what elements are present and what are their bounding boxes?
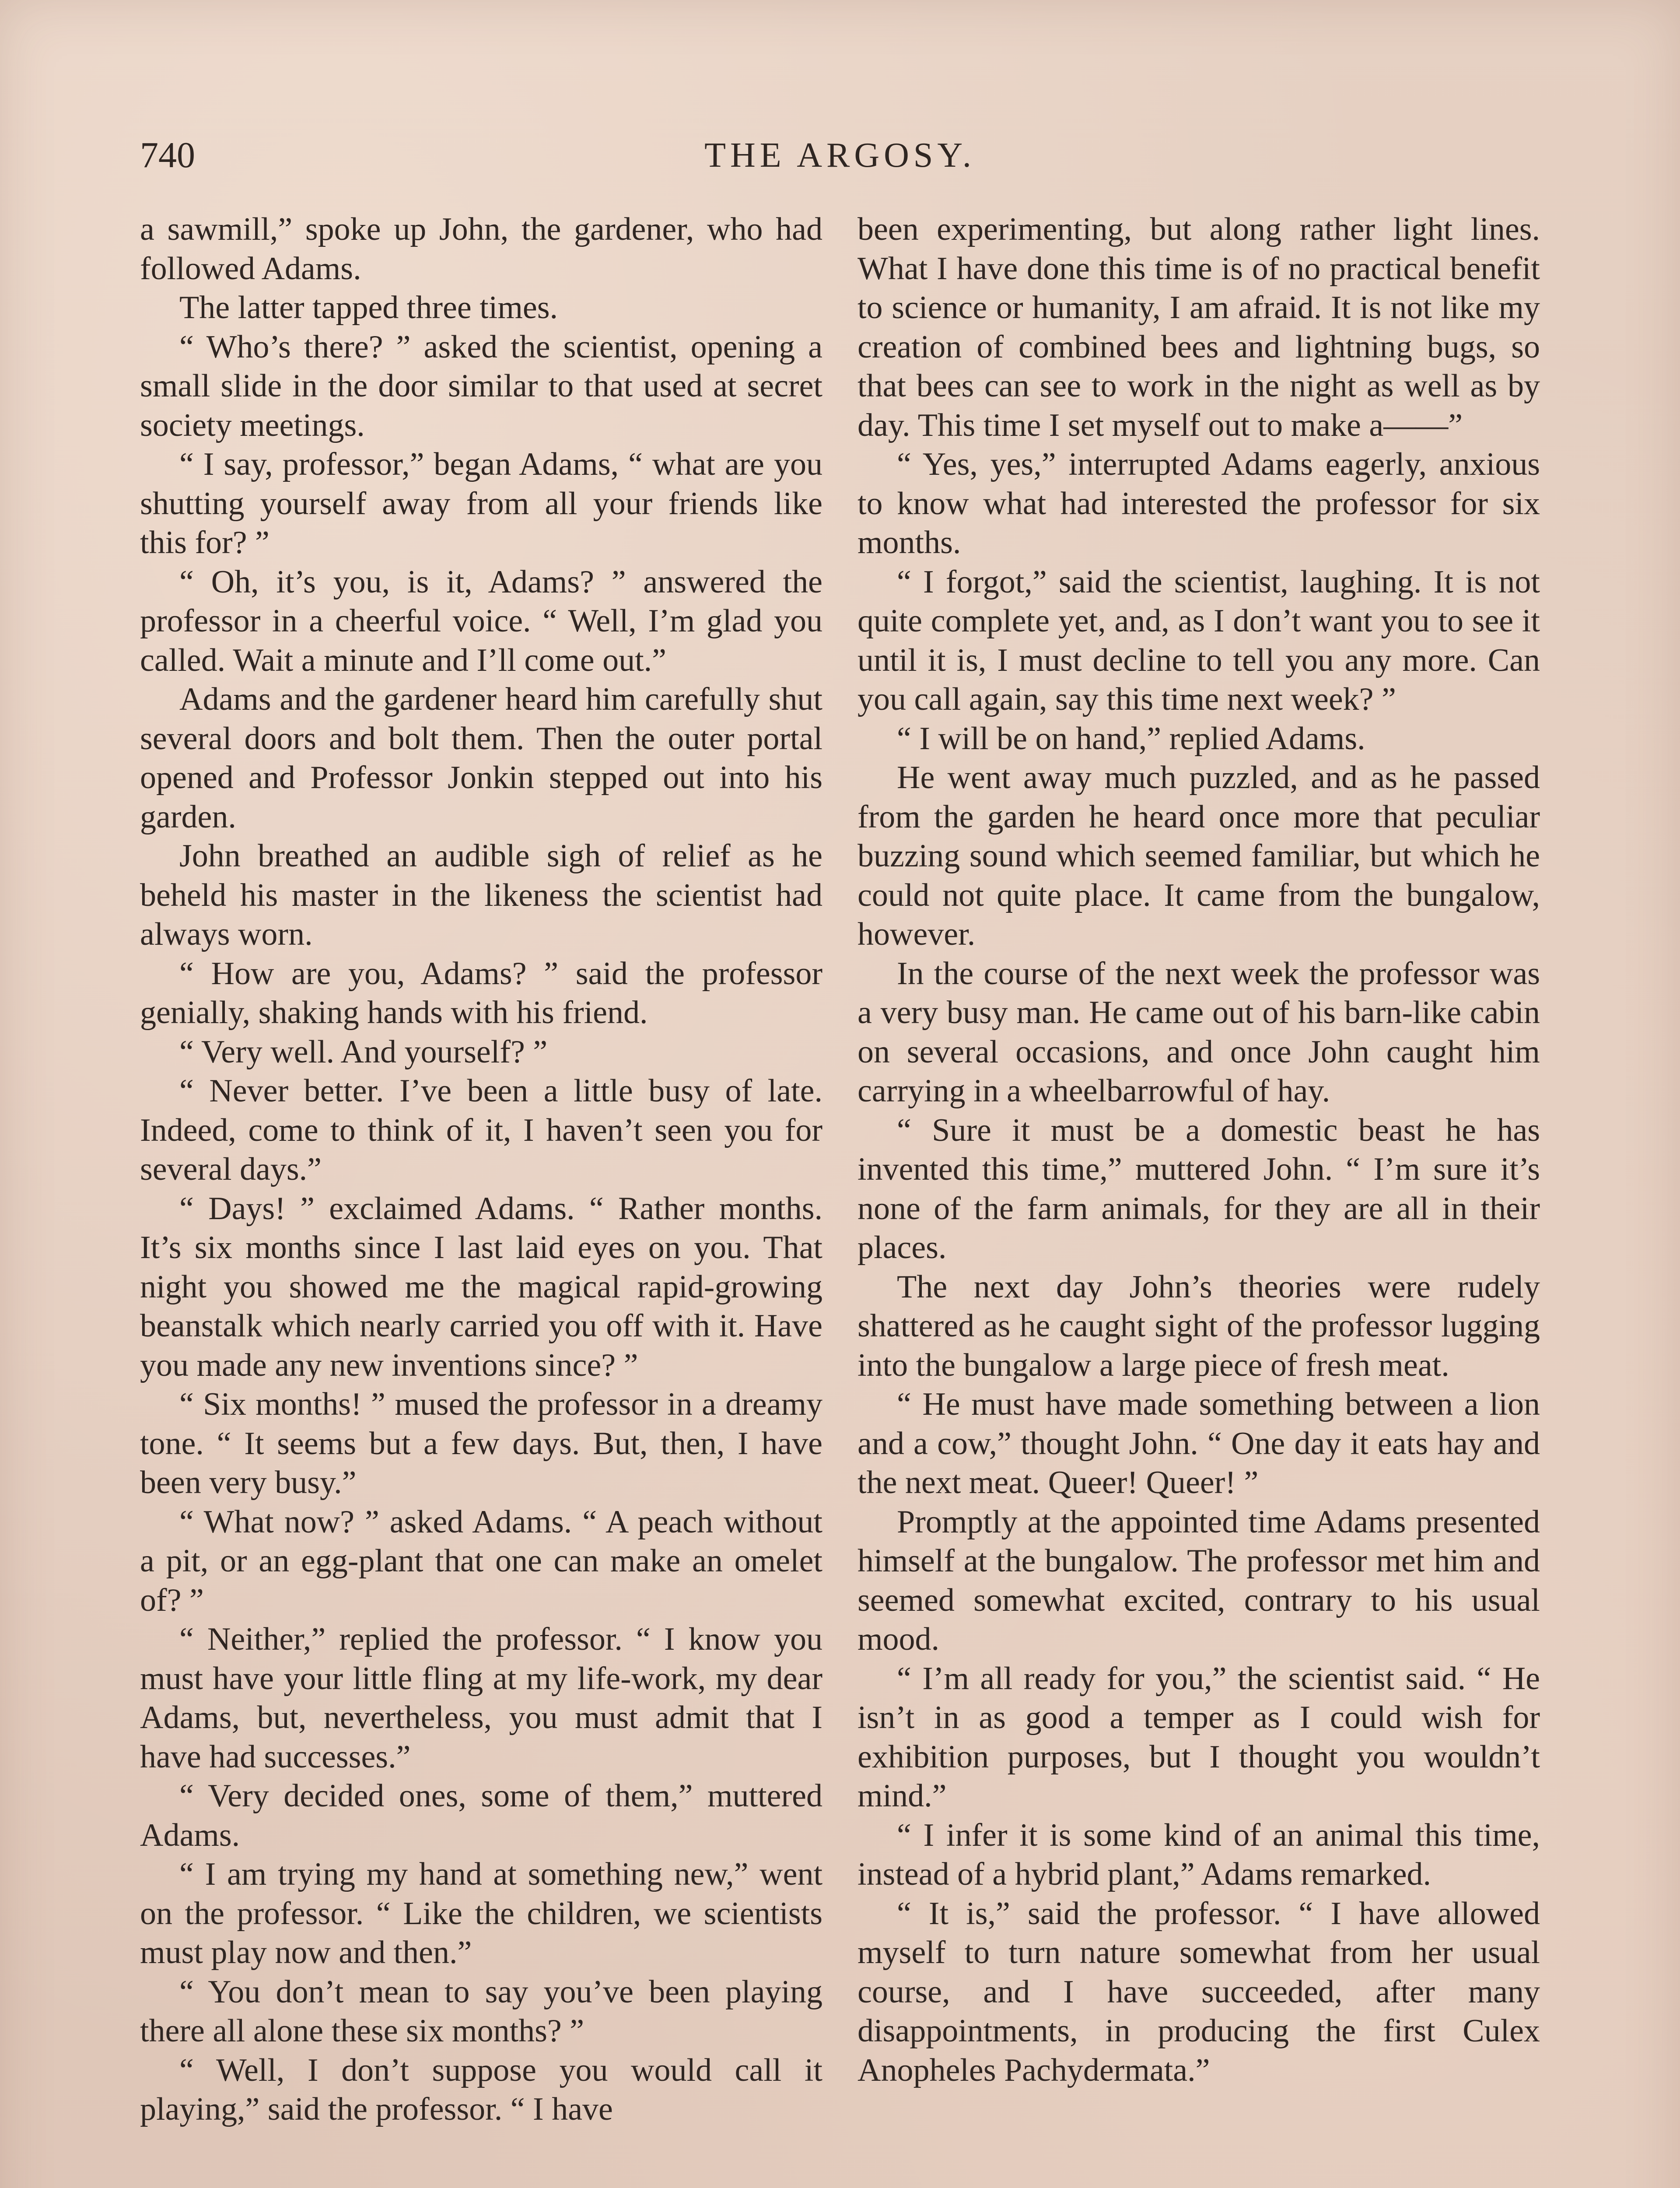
- paragraph: “ Very decided ones, some of them,” muttered Adams.: [140, 1778, 822, 1853]
- paragraph: a sawmill,” spoke up John, the gardener, who had followed Adams.: [140, 211, 822, 287]
- paragraph: “ You don’t mean to say you’ve been playing there all alone these six months? ”: [140, 1974, 822, 2049]
- paragraph: The next day John’s theories were rudely shattered as he caught sight of the professor lugging into the bungalow a large piece of fresh meat.: [858, 1269, 1540, 1383]
- paragraph: been experimenting, but along rather light lines. What I have done this time is of no practical benefit to science or humanity, I am afraid. It is not like my creation of combined bees and lightning bugs, so that bees can see to work in the night as well as by day. This time I set myself out to make a——”: [858, 211, 1540, 443]
- right-column: [858, 210, 1540, 2090]
- paragraph: “ Neither,” replied the professor. “ I know you must have your little fling at my life-work, my dear Adams, but, nevertheless, you must admit that I have had successes.”: [140, 1621, 822, 1775]
- paragraph: “ I forgot,” said the scientist, laughing. It is not quite complete yet, and, as I don’t want you to see it until it is, I must decline to tell you any more. Can you call again, say this time next week? ”: [858, 564, 1540, 717]
- paragraph: “ I will be on hand,” replied Adams.: [897, 720, 1365, 757]
- paragraph: “ How are you, Adams? ” said the professor genially, shaking hands with his friend.: [140, 955, 822, 1031]
- paragraph: He went away much puzzled, and as he passed from the garden he heard once more that peculiar buzzing sound which seemed familiar, but which he could not quite place. It came from the bungalow, however.: [858, 760, 1540, 952]
- paragraph: “ Never better. I’ve been a little busy of late. Indeed, come to think of it, I haven’t seen you for several days.”: [140, 1073, 822, 1187]
- paragraph: “ Very well. And yourself? ”: [179, 1034, 548, 1070]
- paragraph: “ Sure it must be a domestic beast he has invented this time,” muttered John. “ I’m sure it’s none of the farm animals, for they are all in their places.: [858, 1112, 1540, 1266]
- page-number: 740: [140, 135, 195, 175]
- paragraph: John breathed an audible sigh of relief as he beheld his master in the likeness the scientist had always worn.: [140, 838, 822, 952]
- paragraph: “ I’m all ready for you,” the scientist said. “ He isn’t in as good a temper as I could wish for exhibition purposes, but I thought you wouldn’t mind.”: [858, 1660, 1540, 1814]
- paragraph: “ Yes, yes,” interrupted Adams eagerly, anxious to know what had interested the professor for six months.: [858, 446, 1540, 561]
- paragraph: “ I say, professor,” began Adams, “ what are you shutting yourself away from all your friends like this for? ”: [140, 446, 822, 561]
- paragraph: In the course of the next week the professor was a very busy man. He came out of his barn-like cabin on several occasions, and once John caught him carrying in a wheelbarrowful of hay.: [858, 955, 1540, 1109]
- left-column: [140, 210, 822, 2129]
- paragraph: The latter tapped three times.: [179, 290, 558, 326]
- paragraph: “ I am trying my hand at something new,” went on the professor. “ Like the children, we scientists must play now and then.”: [140, 1856, 822, 1971]
- paragraph: “ He must have made something between a lion and a cow,” thought John. “ One day it eats hay and the next meat. Queer! Queer! ”: [858, 1386, 1540, 1501]
- running-head: [140, 131, 1540, 179]
- paragraph: “ Days! ” exclaimed Adams. “ Rather months. It’s six months since I last laid eyes on you. That night you showed me the magical rapid-growing beanstalk which nearly carried you off with it. Have you made any new inventions since? ”: [140, 1190, 822, 1383]
- paragraph: “ Who’s there? ” asked the scientist, opening a small slide in the door similar to that used at secret society meetings.: [140, 329, 822, 443]
- journal-title: THE ARGOSY.: [704, 136, 976, 175]
- paragraph: “ Six months! ” mused the professor in a dreamy tone. “ It seems but a few days. But, then, I have been very busy.”: [140, 1386, 822, 1501]
- paragraph: “ I infer it is some kind of an animal this time, instead of a hybrid plant,” Adams remarked.: [858, 1817, 1540, 1892]
- paragraph: “ It is,” said the professor. “ I have allowed myself to turn nature somewhat from her usual course, and I have succeeded, after many disappointments, in producing the first Culex Anopheles Pachydermata.”: [858, 1895, 1540, 2088]
- paragraph: “ Well, I don’t suppose you would call it playing,” said the professor. “ I have: [140, 2052, 822, 2127]
- paragraph: “ Oh, it’s you, is it, Adams? ” answered the professor in a cheerful voice. “ Well, I’m glad you called. Wait a minute and I’ll come out.”: [140, 564, 822, 678]
- paragraph: Adams and the gardener heard him carefully shut several doors and bolt them. Then the outer portal opened and Professor Jonkin stepped out into his garden.: [140, 681, 822, 835]
- paragraph: Promptly at the appointed time Adams presented himself at the bungalow. The professor met him and seemed somewhat excited, contrary to his usual mood.: [858, 1504, 1540, 1657]
- paragraph: “ What now? ” asked Adams. “ A peach without a pit, or an egg-plant that one can make an omelet of? ”: [140, 1504, 822, 1618]
